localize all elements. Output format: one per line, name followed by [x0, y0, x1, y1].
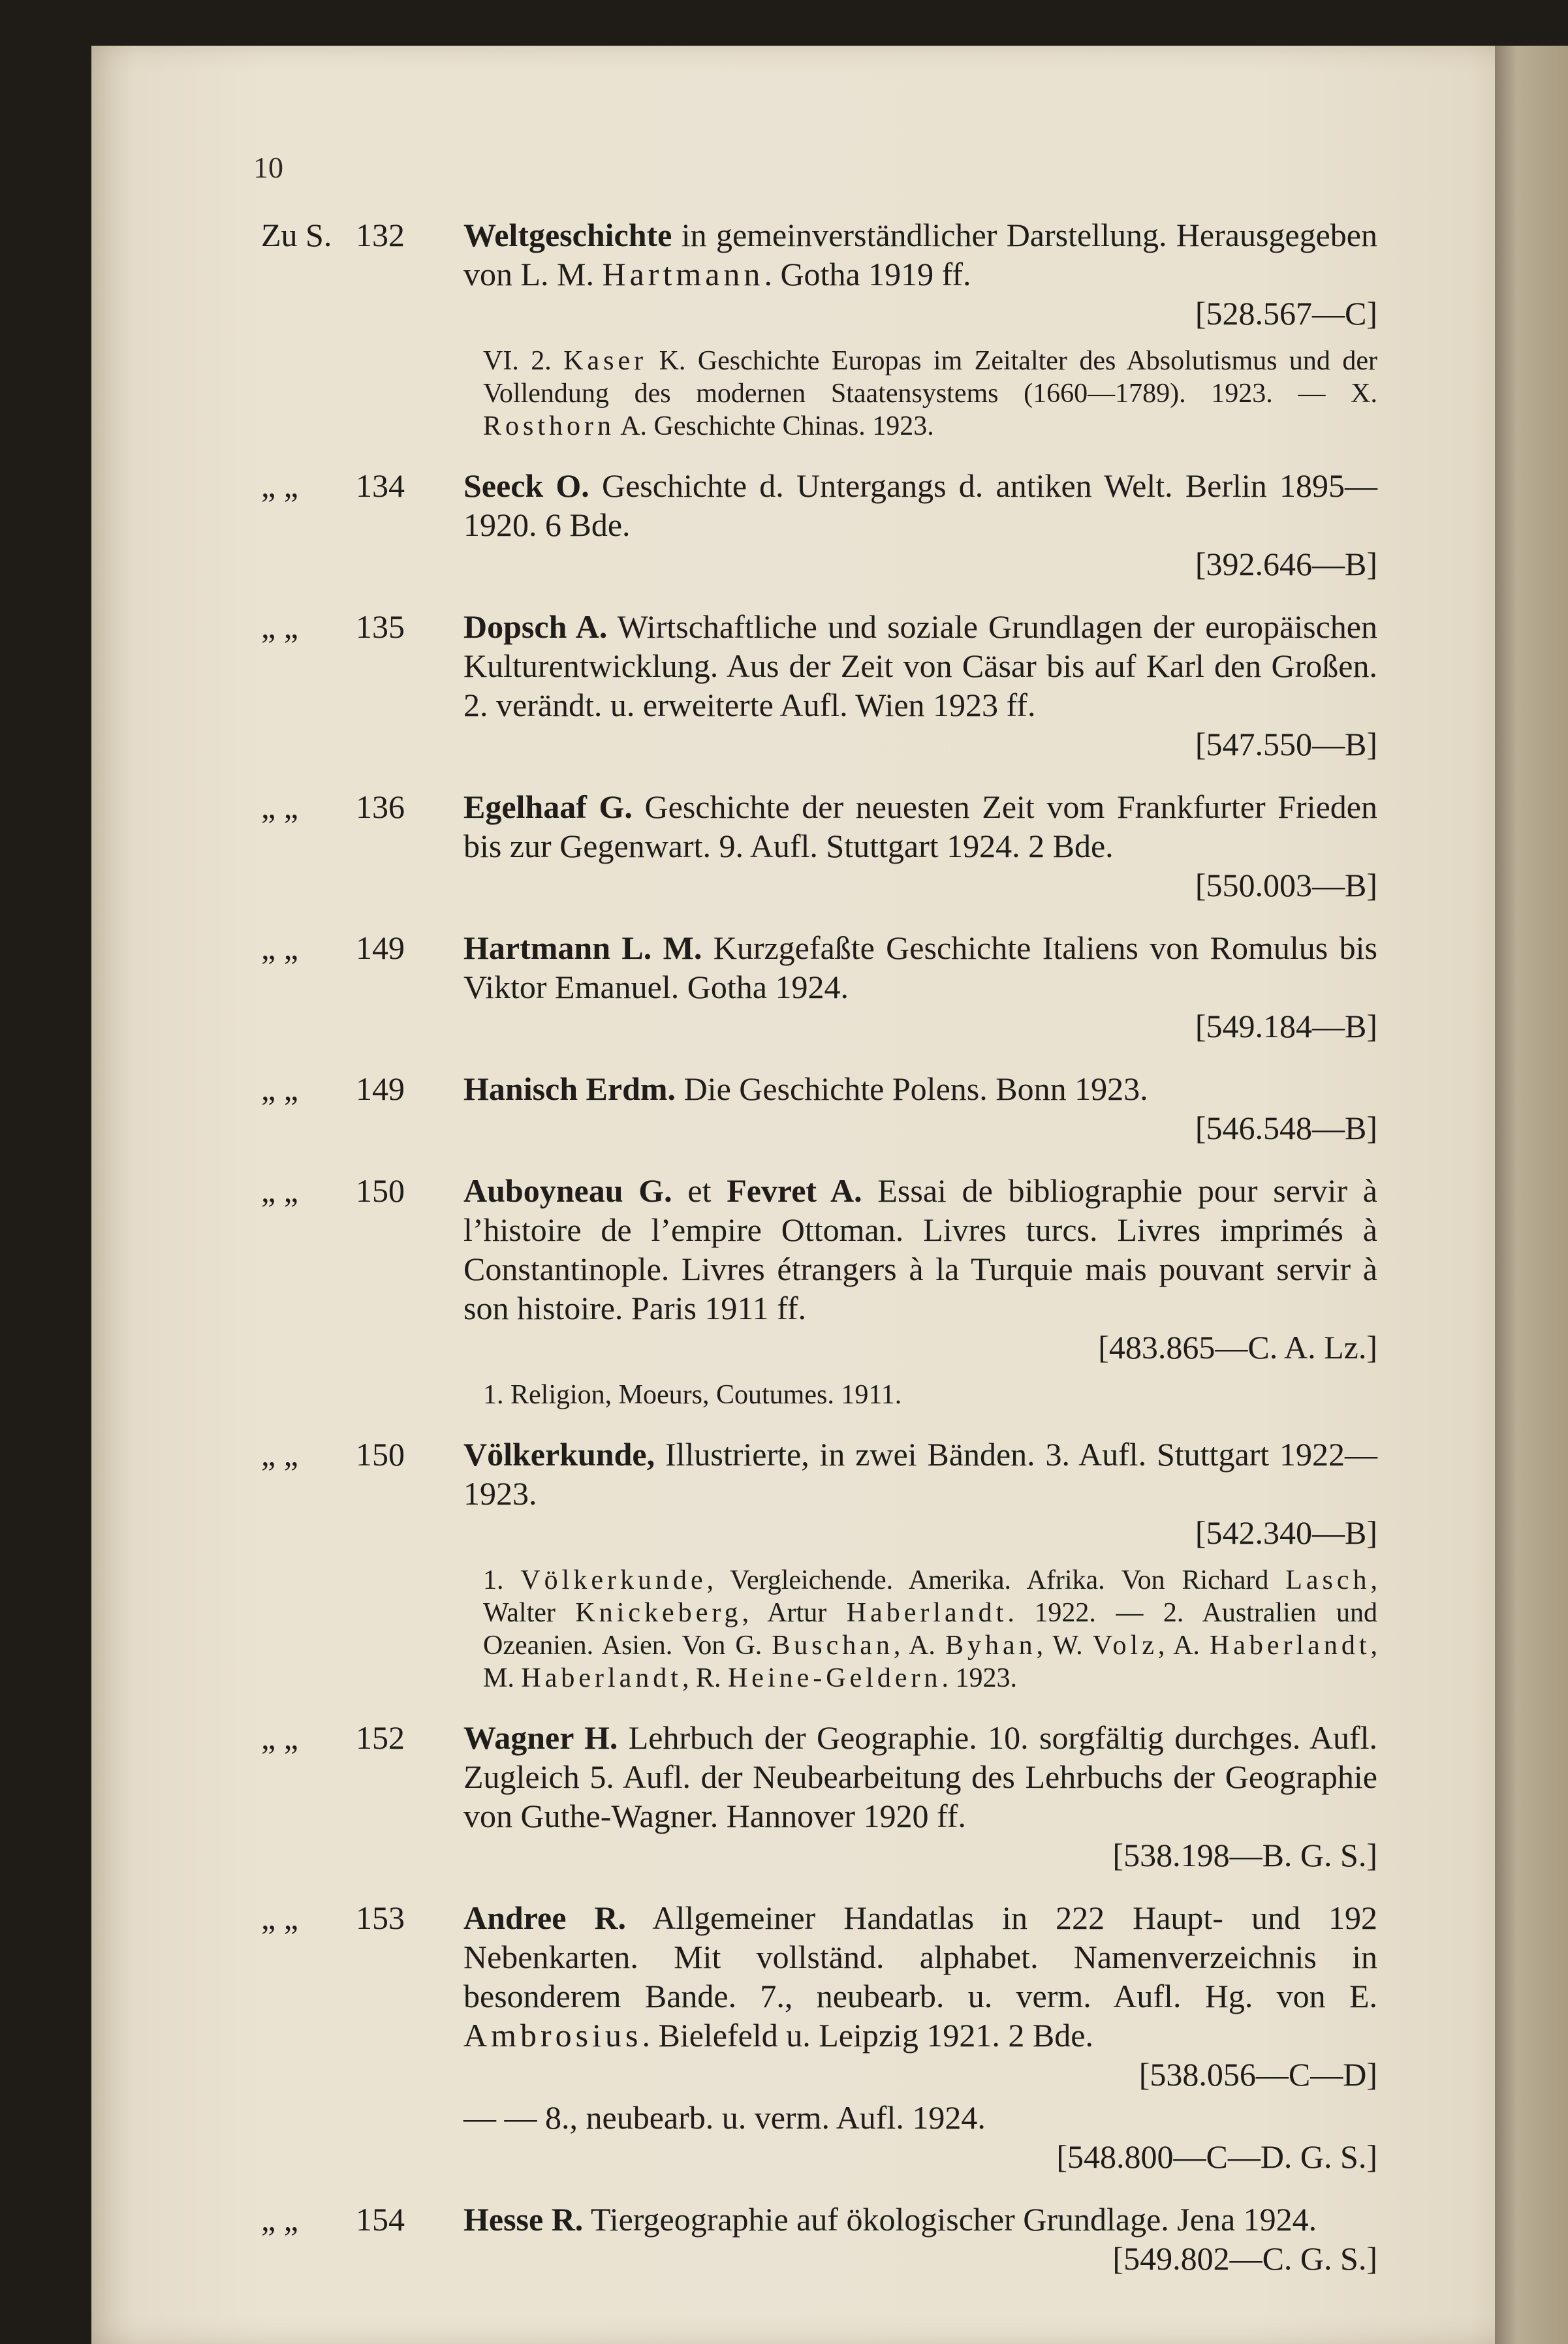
- entry-title: Die Geschichte Polens. Bonn 1923.: [676, 1070, 1148, 1107]
- shelf-mark: [548.800—C—D. G. S.]: [1056, 2138, 1377, 2175]
- shelf-mark: [549.802—C. G. S.]: [1112, 2240, 1377, 2277]
- note-author: Völkerkunde: [520, 1565, 707, 1595]
- note-text: , Walter: [483, 1565, 1378, 1628]
- entry-title: Geschichte der neuesten Zeit vom Frankfurter Frieden bis zur Gegenwart. 9. Aufl. Stuttgart 1924. 2 Bde.: [463, 789, 1377, 864]
- bibliography-entry: [261, 1435, 1377, 1695]
- note-author: Lasch: [1285, 1565, 1371, 1595]
- entry-text: [463, 1898, 1377, 2055]
- page-reference: [261, 928, 457, 967]
- entry-author: Hesse R.: [463, 2201, 584, 2238]
- reference-prefix: „ „: [261, 1719, 298, 1756]
- bibliography-entry: [261, 215, 1377, 443]
- page-reference: [261, 607, 457, 646]
- entry-text: [463, 1435, 1377, 1513]
- entry-title: Illustrierte, in zwei Bänden. 3. Aufl. Stuttgart 1922—1923.: [463, 1436, 1377, 1512]
- reference-prefix: Zu S.: [261, 217, 332, 253]
- entry-body: [463, 607, 1377, 764]
- shelf-mark: [392.646—B]: [1195, 546, 1377, 582]
- note-author: Rosthorn: [483, 411, 616, 441]
- note-text: , R.: [682, 1663, 728, 1693]
- entry-coauthor: Fevret A.: [727, 1172, 862, 1209]
- entry-text: [463, 215, 1377, 294]
- reference-page: 134: [356, 467, 405, 504]
- bibliography-entry: [261, 607, 1377, 764]
- shelf-mark: [538.056—C—D]: [1138, 2056, 1377, 2093]
- note-text: , M.: [483, 1631, 1377, 1693]
- bibliography-entry: [261, 787, 1377, 905]
- page-reference: [261, 466, 457, 505]
- reference-page: 150: [356, 1436, 405, 1473]
- shelf-mark: [549.184—B]: [1195, 1008, 1377, 1044]
- note-text: VI. 2.: [483, 346, 564, 376]
- note-text: , A.: [893, 1631, 945, 1661]
- entry-body: [463, 1171, 1377, 1411]
- shelf-mark: [483.865—C. A. Lz.]: [1098, 1329, 1377, 1366]
- entry-body: [463, 466, 1377, 584]
- entry-author: Hanisch Erdm.: [463, 1070, 676, 1107]
- note-text: , W.: [1036, 1631, 1093, 1661]
- entry-author: Wagner H.: [463, 1719, 618, 1756]
- note-text: , A.: [1157, 1631, 1210, 1661]
- bibliography-entry: [261, 2200, 1377, 2278]
- reference-prefix: „ „: [261, 608, 298, 645]
- entry-title: Essai de bibliographie pour servir à l’histoire de l’empire Ottoman. Livres turcs. Livres imprimés à Constantinople. Livres étrangers à la Turquie mais pouvant servir à son histoire. Paris 1911 ff.: [463, 1172, 1377, 1326]
- note-author: Volz: [1092, 1631, 1158, 1661]
- page-reference: [261, 1171, 457, 1210]
- note-text: K. Geschichte Europas im Zeitalter des Absolutismus und der Vollendung des modernen Staatensystems (1660—1789). 1923. — X.: [483, 346, 1377, 409]
- reference-prefix: „ „: [261, 2201, 298, 2238]
- note-author: Haberlandt: [846, 1598, 1008, 1628]
- entry-author: Andree R.: [463, 1899, 627, 1936]
- entry-title: Allgemeiner Handatlas in 222 Haupt- und 192 Nebenkarten. Mit vollständ. alphabet. Namenverzeichnis in besonderem Bande. 7., neubearb. u. verm. Aufl. Hg. von E.: [463, 1899, 1377, 2014]
- shelf-mark: [550.003—B]: [1195, 867, 1377, 903]
- note-author: Heine-Geldern: [727, 1663, 942, 1693]
- entry-body: [463, 2200, 1377, 2278]
- entry-author: Egelhaaf G.: [463, 789, 633, 825]
- entry-text: [463, 928, 1377, 1007]
- reference-page: 152: [356, 1719, 405, 1756]
- bibliography-entry: [261, 1069, 1377, 1148]
- bibliography-entry: [261, 1718, 1377, 1875]
- note-text: . 1922. — 2. Australien und Ozeanien. Asien. Von G.: [483, 1598, 1378, 1661]
- page-reference: [261, 1435, 457, 1474]
- entry-text: [463, 1718, 1377, 1836]
- entry-title: Geschichte d. Untergangs d. antiken Welt. Berlin 1895—1920. 6 Bde.: [463, 467, 1377, 543]
- entry-text: [463, 607, 1377, 725]
- note-author: Knickeberg: [575, 1598, 742, 1628]
- note-text: , Vergleichende. Amerika. Afrika. Von Richard: [706, 1565, 1286, 1595]
- entry-body: [463, 1069, 1377, 1148]
- entry-body: [463, 787, 1377, 905]
- reference-page: 149: [356, 930, 405, 966]
- bibliography-list: [261, 215, 1377, 2302]
- note-text: 1.: [483, 1565, 521, 1595]
- bibliography-entry: [261, 1898, 1377, 2176]
- entry-title: Tiergeographie auf ökologischer Grundlage. Jena 1924.: [583, 2201, 1317, 2238]
- edition-subentry: — — 8., neubearb. u. verm. Aufl. 1924.: [463, 2099, 986, 2136]
- entry-text: [463, 787, 1377, 866]
- note-text: . 1923.: [941, 1663, 1018, 1693]
- note-author: Buschan: [772, 1631, 894, 1661]
- reference-prefix: „ „: [261, 789, 298, 825]
- entry-imprint: . Gotha 1919 ff.: [764, 256, 971, 292]
- reference-page: 154: [356, 2201, 405, 2238]
- shelf-mark: [542.340—B]: [1195, 1514, 1377, 1551]
- shelf-mark: [546.548—B]: [1195, 1110, 1377, 1146]
- note-author: Byhan: [945, 1631, 1037, 1661]
- entry-text: [463, 1171, 1377, 1328]
- bibliography-entry: [261, 928, 1377, 1046]
- entry-author: Weltgeschichte: [463, 217, 672, 253]
- entry-author: Völkerkunde,: [463, 1436, 655, 1473]
- shelf-mark: [528.567—C]: [1195, 295, 1377, 332]
- note-author: Haberlandt: [1209, 1631, 1371, 1661]
- entry-body: [463, 928, 1377, 1046]
- page-edge: [1495, 46, 1568, 2344]
- reference-prefix: „ „: [261, 930, 298, 966]
- reference-page: 136: [356, 789, 405, 825]
- note-author: Kaser: [563, 346, 648, 376]
- editor-name: Ambrosius: [463, 2017, 642, 2054]
- note-author: Haberlandt: [521, 1663, 682, 1693]
- shelf-mark: [547.550—B]: [1195, 726, 1377, 762]
- page-reference: [261, 1718, 457, 1757]
- entry-note: [463, 1564, 1377, 1695]
- note-text: A. Geschichte Chinas. 1923.: [615, 411, 934, 441]
- entry-title: in gemeinverständlicher Darstellung. Herausgegeben von L. M.: [463, 217, 1377, 292]
- reference-page: 149: [356, 1070, 405, 1107]
- page-number: 10: [253, 151, 283, 184]
- page-reference: [261, 787, 457, 826]
- entry-imprint: . Bielefeld u. Leipzig 1921. 2 Bde.: [642, 2017, 1093, 2054]
- entry-body: [463, 1898, 1377, 2176]
- entry-title: Wirtschaftliche und soziale Grundlagen der europäischen Kulturentwicklung. Aus der Zeit von Cäsar bis auf Karl den Großen. 2. verändt. u. erweiterte Aufl. Wien 1923 ff.: [463, 608, 1377, 723]
- editor-name: Hartmann: [602, 256, 764, 292]
- reference-page: 132: [356, 217, 405, 253]
- entry-author: Hartmann L. M.: [463, 930, 702, 966]
- entry-author: Seeck O.: [463, 467, 589, 504]
- note-text: , Artur: [742, 1598, 847, 1628]
- bibliography-entry: [261, 466, 1377, 584]
- entry-note: 1. Religion, Moeurs, Coutumes. 1911.: [483, 1380, 902, 1410]
- page-reference: [261, 1898, 457, 1937]
- shelf-mark: [538.198—B. G. S.]: [1112, 1837, 1377, 1873]
- reference-prefix: „ „: [261, 1899, 298, 1936]
- bibliography-entry: [261, 1171, 1377, 1411]
- entry-text: [463, 2200, 1377, 2239]
- entry-conjunction: et: [672, 1172, 727, 1209]
- entry-body: [463, 1718, 1377, 1875]
- entry-author: Auboyneau G.: [463, 1172, 672, 1209]
- entry-body: [463, 1435, 1377, 1695]
- reference-page: 135: [356, 608, 405, 645]
- entry-title: Kurzgefaßte Geschichte Italiens von Romulus bis Viktor Emanuel. Gotha 1924.: [463, 930, 1377, 1005]
- page-reference: [261, 2200, 457, 2239]
- reference-prefix: „ „: [261, 467, 298, 504]
- page-reference: [261, 1069, 457, 1108]
- entry-author: Dopsch A.: [463, 608, 608, 645]
- entry-note: [463, 345, 1377, 443]
- reference-prefix: „ „: [261, 1172, 298, 1209]
- reference-prefix: „ „: [261, 1436, 298, 1473]
- reference-page: 150: [356, 1172, 405, 1209]
- entry-text: [463, 466, 1377, 544]
- page-reference: [261, 215, 457, 255]
- entry-text: [463, 1069, 1377, 1108]
- reference-page: 153: [356, 1899, 405, 1936]
- reference-prefix: „ „: [261, 1070, 298, 1107]
- entry-body: [463, 215, 1377, 443]
- entry-title: Lehrbuch der Geographie. 10. sorgfältig durchges. Aufl. Zugleich 5. Aufl. der Neubearbeitung des Lehrbuchs der Geographie von Guthe-Wagner. Hannover 1920 ff.: [463, 1719, 1377, 1834]
